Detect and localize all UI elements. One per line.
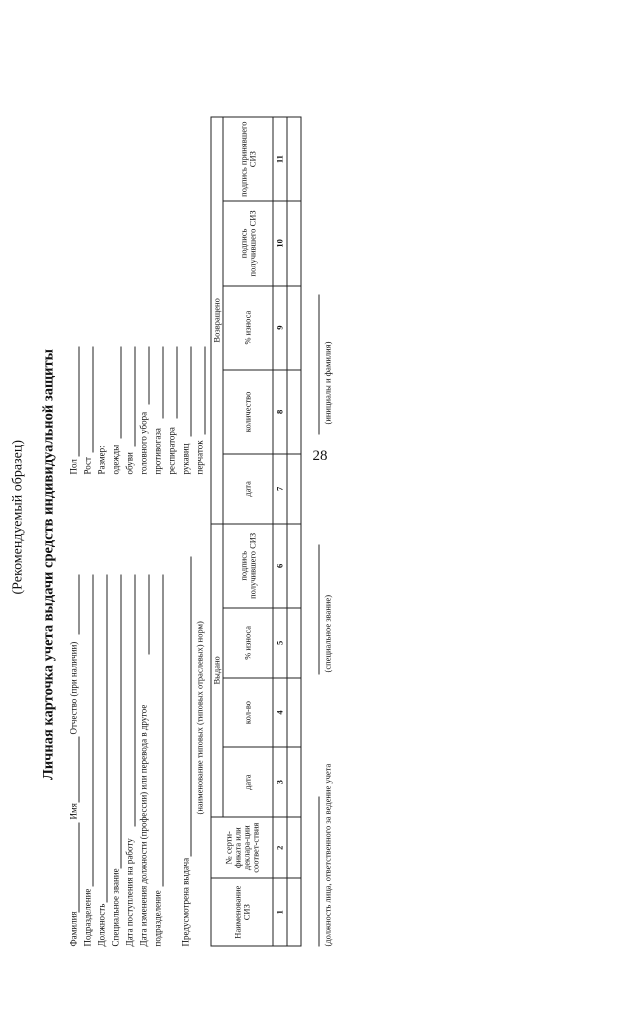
column-number: 11 [273,117,287,201]
table-row [287,117,301,946]
issued-wear-header: % износа [223,608,273,678]
signature-name-caption: (инициалы и фамилия) [322,341,333,425]
norms-caption: (наименование типовых (типовых отраслевых) норм) [194,621,205,815]
rotated-document [0,121,501,1035]
issued-group-header: Выдано [211,524,223,817]
patronymic-label: Отчество (при наличии) [68,641,79,735]
column-number: 4 [273,678,287,748]
returned-group-header: Возвращено [211,117,223,524]
column-number: 10 [273,201,287,285]
surname-line [79,823,80,913]
table-cell [287,286,301,370]
name-label: Имя [68,803,79,820]
signature-rank-caption: (специальное звание) [322,594,333,673]
mittens-label: рукавиц [180,443,191,475]
mittens-line [191,347,192,437]
signature-position-caption: (должность лица, ответственного за ведение учета [322,763,333,947]
issue-provided-line [191,557,192,857]
table-cell [287,878,301,946]
surname-label: Фамилия [68,911,79,947]
returned-date-header: дата [223,454,273,524]
table-cell [287,608,301,678]
column-number-row [273,117,287,946]
column-number: 7 [273,454,287,524]
col-cert-header: № серти-фиката или деклара-ции соответ-ствия [211,817,273,878]
page-number: 28 [312,448,328,464]
signature-name-line [319,295,320,435]
column-number: 1 [273,878,287,946]
table-cell [287,370,301,454]
shoes-line [135,347,136,447]
sex-label: Пол [68,459,79,475]
issued-qty-header: кол-во [223,678,273,748]
column-number: 2 [273,817,287,878]
headwear-line [149,347,150,405]
gas-mask-label: противогаза [152,428,163,475]
hire-date-label: Дата поступления на работу [124,838,135,947]
respirator-line [177,347,178,419]
signature-position-line [319,797,320,947]
shoes-label: обуви [124,452,135,475]
siz-issue-table [211,117,302,947]
returned-signature-received-header: подпись получившего СИЗ [223,201,273,285]
returned-signature-accepted-header: подпись принявшего СИЗ [223,117,273,201]
department-label: Подразделение [82,888,93,947]
table-cell [287,817,301,878]
issued-signature-header: подпись получившего СИЗ [223,524,273,608]
table-cell [287,201,301,285]
size-label: Размер: [96,445,107,475]
returned-wear-header: % износа [223,286,273,370]
signature-rank-line [319,545,320,675]
height-label: Рост [82,457,93,475]
column-number: 5 [273,608,287,678]
column-number: 8 [273,370,287,454]
respirator-label: респиратора [166,427,177,475]
sex-line [79,347,80,457]
subdivision-label: подразделение [152,890,163,947]
name-line [79,737,80,803]
column-number: 3 [273,747,287,817]
position-label: Должность [96,903,107,947]
department-line [93,575,94,887]
gas-mask-line [163,347,164,419]
issue-provided-label: Предусмотрена выдача [180,857,191,947]
col-name-header: Наименование СИЗ [211,878,273,946]
recommended-sample: (Рекомендуемый образец) [10,439,26,595]
clothes-line [121,347,122,439]
change-date-label: Дата изменения должности (профессии) или перевода в другое [138,704,149,947]
hire-date-line [135,575,136,827]
returned-qty-header: количество [223,370,273,454]
gloves-label: перчаток [194,440,205,475]
table-cell [287,117,301,201]
issued-date-header: дата [223,747,273,817]
clothes-label: одежды [110,444,121,475]
gloves-line [205,347,206,435]
column-number: 9 [273,286,287,370]
table-cell [287,747,301,817]
column-number: 6 [273,524,287,608]
table-cell [287,454,301,524]
table-cell [287,678,301,748]
subdivision-line [163,575,164,887]
table-cell [287,524,301,608]
height-line [93,347,94,453]
change-date-line [149,575,150,655]
card-title: Личная карточка учета выдачи средств индивидуальной защиты [40,349,57,780]
headwear-label: головного убора [138,411,149,475]
special-rank-label: Специальное звание [110,868,121,947]
position-line [107,575,108,903]
special-rank-line [121,575,122,869]
patronymic-line [79,575,80,635]
